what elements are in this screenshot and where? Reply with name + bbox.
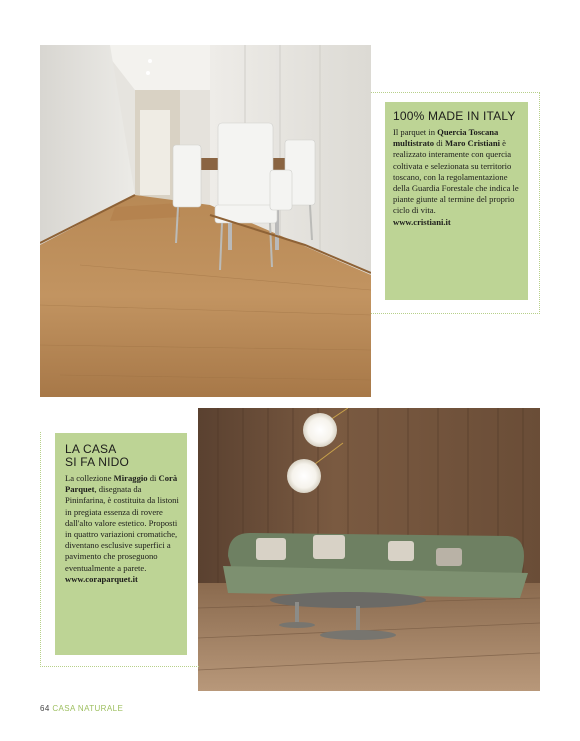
website-link[interactable]: www.cristiani.it bbox=[393, 216, 451, 227]
page-number: 64 bbox=[40, 704, 50, 713]
title-line: LA CASA bbox=[65, 442, 117, 456]
page-footer bbox=[40, 704, 123, 713]
dining-room-photo bbox=[40, 45, 371, 397]
caption-title: 100% MADE IN ITALY bbox=[393, 109, 516, 123]
body-text: è realizzato interamente con quercia coltivata e selezionata su territorio toscano, con la regolamentazione della Guardia Forestale che indica le piante giunte al termine del proprio ciclo di vita. bbox=[393, 138, 519, 216]
brand-name: Corà Parquet bbox=[65, 473, 178, 495]
product-name: Quercia Toscana multistrato bbox=[393, 127, 499, 149]
living-room-photo bbox=[198, 408, 540, 691]
collection-name: Miraggio bbox=[113, 473, 148, 483]
body-text: , disegnata da Pininfarina, è costituita da listoni in pregiata essenza di rovere dall'alto valore estetico. Proposti in quattro variazioni cromatiche, diventano esclusive superfici a pavimento che proseguono eventualmente a parete. bbox=[65, 484, 179, 573]
body-text: Il parquet in bbox=[393, 127, 438, 137]
magazine-name: CASA NATURALE bbox=[52, 704, 124, 713]
title-line: SI FA NIDO bbox=[65, 455, 130, 469]
caption-body bbox=[65, 473, 181, 585]
caption-body bbox=[393, 127, 522, 228]
caption-box-cora bbox=[55, 433, 187, 655]
caption-box-cristiani bbox=[385, 102, 528, 300]
website-link[interactable]: www.coraparquet.it bbox=[65, 573, 138, 584]
brand-name: Maro Cristiani bbox=[445, 138, 501, 149]
body-text: La collezione bbox=[65, 473, 114, 483]
caption-title bbox=[65, 443, 181, 469]
body-text: di bbox=[147, 473, 159, 483]
body-text: di bbox=[434, 138, 446, 149]
